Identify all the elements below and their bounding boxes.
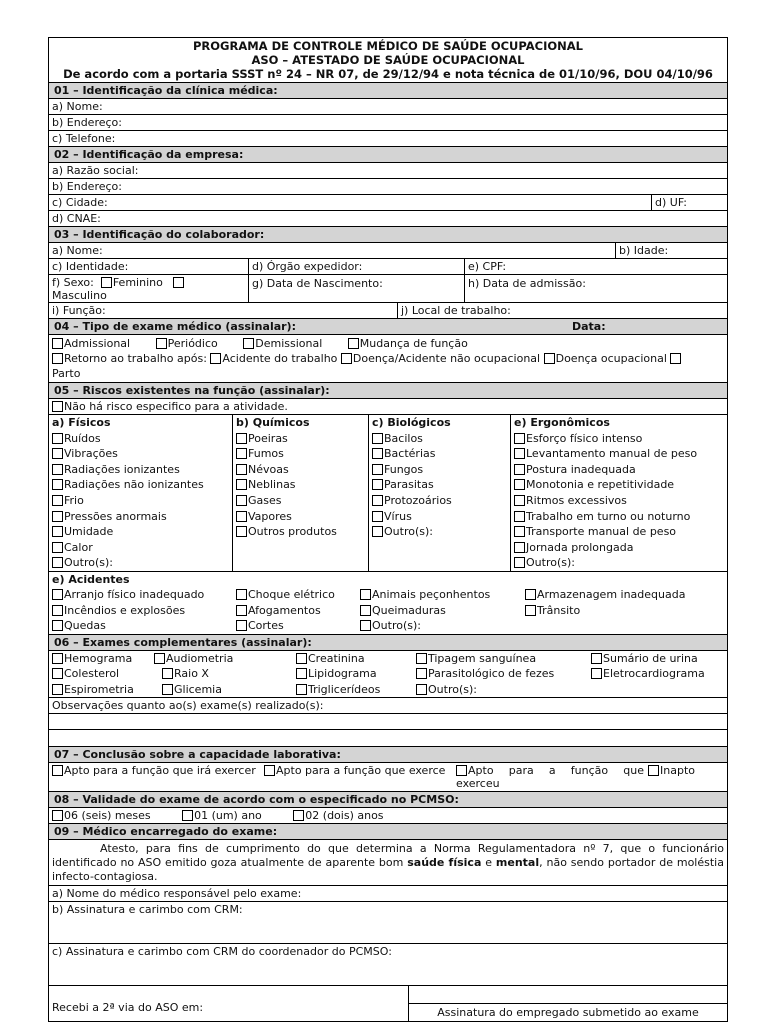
risk-checkbox[interactable] (514, 511, 525, 522)
accidents-col4 (525, 587, 724, 634)
risk-checkbox[interactable] (372, 479, 383, 490)
accident-checkbox[interactable] (360, 605, 371, 616)
doctor-name-field[interactable]: a) Nome do médico responsável pelo exame: (49, 885, 727, 901)
risk-checkbox[interactable] (372, 433, 383, 444)
risk-item (236, 493, 365, 509)
no-risk-checkbox[interactable] (52, 401, 63, 412)
risk-item (52, 462, 229, 478)
risk-item (514, 524, 724, 540)
risk-label: Gases (248, 493, 282, 507)
risk-checkbox[interactable] (52, 526, 63, 537)
risk-label: Radiações ionizantes (64, 462, 180, 476)
risk-label: Pressões anormais (64, 509, 167, 523)
risk-item (514, 462, 724, 478)
risk-checkbox[interactable] (372, 448, 383, 459)
physical-risks (49, 415, 232, 571)
fit-future-checkbox[interactable] (52, 765, 63, 776)
exam-checkbox[interactable] (416, 653, 427, 664)
risk-label: Fungos (384, 462, 424, 476)
exam-label: Lipidograma (308, 667, 377, 681)
accident-label: Queimaduras (372, 603, 446, 617)
workplace-field[interactable]: j) Local de trabalho: (397, 303, 727, 318)
validity-6m-label: 06 (seis) meses (64, 809, 151, 823)
biological-risks-title: c) Biológicos (372, 416, 451, 429)
non-occupational-label: Doença/Acidente não ocupacional (352, 352, 541, 365)
risk-checkbox[interactable] (372, 495, 383, 506)
sex-field (49, 275, 248, 302)
ergonomic-risks-title: e) Ergonômicos (514, 416, 610, 429)
attestation-part: Atesto, para fins de cumprimento do que determina a Norma Regulamentadora nº 7, que o funcionário identificado no ASO emitido goza atualmente de aparente bom (52, 842, 724, 870)
admissional-checkbox[interactable] (52, 338, 63, 349)
form-header (49, 38, 727, 82)
accident-checkbox[interactable] (236, 589, 247, 600)
risk-label: Outro(s): (64, 556, 113, 570)
exam-checkbox[interactable] (296, 653, 307, 664)
risk-checkbox[interactable] (372, 464, 383, 475)
physical-risks-title: a) Físicos (52, 416, 111, 429)
exam-label: Glicemia (174, 682, 222, 696)
clinic-address-field[interactable]: b) Endereço: (49, 114, 727, 130)
biological-risks (368, 415, 510, 571)
risk-label: Calor (64, 540, 93, 554)
employee-signature-label: Assinatura do empregado submetido ao exame (409, 1003, 727, 1021)
doctor-signature-field[interactable]: b) Assinatura e carimbo com CRM: (49, 901, 727, 943)
risk-item (372, 509, 507, 525)
return-label: Retorno ao trabalho após: (64, 352, 207, 365)
risk-label: Levantamento manual de peso (526, 447, 698, 461)
occupational-disease-label: Doença ocupacional (555, 352, 667, 365)
risk-label: Esforço físico intenso (526, 431, 643, 445)
exam-checkbox[interactable] (591, 653, 602, 664)
risk-label: Outro(s): (526, 556, 575, 570)
section-09-title: 09 – Médico encarregado do exame: (49, 823, 727, 839)
admissional-label: Admissional (64, 337, 131, 350)
risk-item (52, 509, 229, 525)
accident-label: Arranjo físico inadequado (64, 587, 205, 601)
risk-item (236, 462, 365, 478)
exam-label: Raio X (174, 667, 209, 681)
risk-checkbox[interactable] (236, 464, 247, 475)
section-01-title: 01 – Identificação da clínica médica: (49, 82, 727, 98)
accident-label: Armazenagem inadequada (537, 587, 686, 601)
accident-checkbox[interactable] (525, 589, 536, 600)
exam-checkbox[interactable] (416, 668, 427, 679)
risk-item (52, 524, 229, 540)
risk-label: Postura inadequada (526, 462, 636, 476)
exam-checkbox[interactable] (162, 684, 173, 695)
attestation-text (49, 839, 727, 885)
risk-label: Protozoários (384, 493, 452, 507)
risk-checkbox[interactable] (236, 448, 247, 459)
risk-checkbox[interactable] (514, 526, 525, 537)
unfit-label: Inapto (660, 764, 695, 778)
risk-label: Vírus (384, 509, 412, 523)
accident-checkbox[interactable] (236, 605, 247, 616)
risk-item (372, 431, 507, 447)
accident-label: Trânsito (537, 603, 581, 617)
aso-form (48, 37, 728, 1022)
risk-checkbox[interactable] (52, 557, 63, 568)
work-accident-label: Acidente do trabalho (222, 352, 338, 365)
risk-item (52, 431, 229, 447)
risk-checkbox[interactable] (236, 433, 247, 444)
section-03-title: 03 – Identificação do colaborador: (49, 226, 727, 242)
accident-checkbox[interactable] (52, 589, 63, 600)
risk-item (372, 493, 507, 509)
header-line3: De acordo com a portaria SSST nº 24 – NR 07, de 29/12/94 e nota técnica de 01/10/96, DOU 04/10/96 (63, 67, 713, 81)
accident-label: Afogamentos (248, 603, 321, 617)
risk-item (52, 540, 229, 556)
exam-label: Espirometria (64, 682, 134, 696)
accident-checkbox[interactable] (525, 605, 536, 616)
risk-checkbox[interactable] (236, 495, 247, 506)
female-checkbox[interactable] (101, 277, 112, 288)
occupational-disease-checkbox[interactable] (544, 353, 555, 364)
no-risk-label: Não há risco especifico para a atividade. (64, 400, 288, 413)
risk-label: Vapores (248, 509, 292, 523)
risk-item (514, 446, 724, 462)
exam-label: Audiometria (166, 651, 234, 665)
accident-checkbox[interactable] (360, 589, 371, 600)
employee-age-field[interactable]: b) Idade: (615, 243, 727, 258)
risk-item (236, 431, 365, 447)
section-08-title: 08 – Validade do exame de acordo com o especificado no PCMSO: (49, 791, 727, 807)
risk-checkbox[interactable] (514, 464, 525, 475)
risk-checkbox[interactable] (52, 479, 63, 490)
risk-item (514, 540, 724, 556)
risk-checkbox[interactable] (514, 448, 525, 459)
risk-item (52, 446, 229, 462)
job-function-field[interactable]: i) Função: (52, 304, 106, 317)
risk-label: Névoas (248, 462, 289, 476)
accident-label: Incêndios e explosões (64, 603, 186, 617)
exam-label: Triglicerídeos (308, 682, 381, 696)
risk-item (514, 509, 724, 525)
exam-label: Eletrocardiograma (603, 667, 705, 681)
risk-item (372, 524, 507, 540)
section-02-title: 02 – Identificação da empresa: (49, 146, 727, 162)
risk-label: Outros produtos (248, 525, 337, 539)
female-label: Feminino (112, 276, 163, 289)
risk-checkbox[interactable] (52, 542, 63, 553)
risk-checkbox[interactable] (514, 557, 525, 568)
admission-date-field[interactable]: h) Data de admissão: (464, 275, 727, 302)
risk-checkbox[interactable] (514, 542, 525, 553)
accident-label: Quedas (64, 619, 106, 633)
exam-checkbox[interactable] (52, 684, 63, 695)
employee-cpf-field[interactable]: e) CPF: (464, 259, 727, 274)
accidents-block (49, 571, 727, 634)
section-06-title: 06 – Exames complementares (assinalar): (49, 634, 727, 650)
exam-date-label: Data: (572, 320, 606, 333)
exam-label: Colesterol (64, 667, 120, 681)
attestation-part: , não sendo portador de moléstia infecto-contagiosa. (52, 856, 724, 884)
employee-name-field[interactable]: a) Nome: (52, 244, 103, 257)
accident-checkbox[interactable] (236, 620, 247, 631)
validity-1y-label: 01 (um) ano (194, 809, 262, 823)
company-address-field[interactable]: b) Endereço: (49, 178, 727, 194)
risk-checkbox[interactable] (372, 526, 383, 537)
childbirth-checkbox[interactable] (670, 353, 681, 364)
accident-label: Outro(s): (372, 619, 421, 633)
company-city-field[interactable]: c) Cidade: (52, 196, 108, 209)
risk-label: Bacilos (384, 431, 423, 445)
exam-observations-field[interactable]: Observações quanto ao(s) exame(s) realizado(s): (49, 697, 727, 713)
birthdate-field[interactable]: g) Data de Nascimento: (248, 275, 464, 302)
company-name-field[interactable]: a) Razão social: (49, 162, 727, 178)
risk-item (514, 493, 724, 509)
risk-label: Parasitas (384, 478, 434, 492)
risk-item (514, 477, 724, 493)
exam-checkbox[interactable] (52, 668, 63, 679)
fit-future-label: Apto para a função que irá exercer (64, 764, 256, 778)
risk-label: Ritmos excessivos (526, 493, 627, 507)
accident-label: Animais peçonhentos (372, 587, 491, 601)
exam-label: Hemograma (64, 651, 133, 665)
risk-label: Fumos (248, 447, 284, 461)
exam-checkbox[interactable] (52, 653, 63, 664)
issuing-agency-field[interactable]: d) Órgão expedidor: (248, 259, 464, 274)
function-change-checkbox[interactable] (348, 338, 359, 349)
risk-item (372, 462, 507, 478)
risk-label: Monotonia e repetitividade (526, 478, 675, 492)
attestation-bold: mental (495, 856, 540, 870)
risk-label: Neblinas (248, 478, 296, 492)
accidents-col1 (52, 587, 236, 634)
risk-label: Ruídos (64, 431, 101, 445)
employee-id-field[interactable]: c) Identidade: (52, 260, 129, 273)
risk-item (52, 477, 229, 493)
exam-label: Sumário de urina (603, 651, 698, 665)
risk-checkbox[interactable] (52, 433, 63, 444)
received-date-field[interactable]: Recebi a 2ª via do ASO em: (52, 1001, 204, 1015)
accidents-col3 (360, 587, 525, 634)
risk-label: Jornada prolongada (526, 540, 634, 554)
risk-item (52, 493, 229, 509)
chemical-risks (232, 415, 368, 571)
risk-checkbox[interactable] (514, 433, 525, 444)
risk-checkbox[interactable] (52, 495, 63, 506)
dismissal-checkbox[interactable] (243, 338, 254, 349)
risk-item (372, 446, 507, 462)
risk-label: Frio (64, 493, 84, 507)
risk-checkbox[interactable] (236, 511, 247, 522)
ergonomic-risks (510, 415, 727, 571)
periodic-checkbox[interactable] (156, 338, 167, 349)
risk-checkbox[interactable] (52, 464, 63, 475)
male-checkbox[interactable] (173, 277, 184, 288)
exam-checkbox[interactable] (154, 653, 165, 664)
observations-line[interactable] (49, 729, 727, 746)
accident-checkbox[interactable] (360, 620, 371, 631)
exam-checkbox[interactable] (296, 684, 307, 695)
male-label: Masculino (52, 289, 107, 302)
company-uf-field[interactable]: d) UF: (651, 195, 727, 210)
company-cnae-field[interactable]: d) CNAE: (49, 210, 727, 226)
clinic-phone-field[interactable]: c) Telefone: (49, 130, 727, 146)
risk-checkbox[interactable] (52, 511, 63, 522)
function-change-label: Mudança de função (359, 337, 468, 350)
unfit-checkbox[interactable] (648, 765, 659, 776)
risk-item (236, 477, 365, 493)
risk-item (514, 555, 724, 571)
section-05-title: 05 – Riscos existentes na função (assinalar): (49, 382, 727, 398)
accident-label: Choque elétrico (248, 587, 335, 601)
dismissal-label: Demissional (255, 337, 323, 350)
exam-checkbox[interactable] (416, 684, 427, 695)
employee-signature-area[interactable] (408, 986, 727, 1021)
risk-checkbox[interactable] (514, 479, 525, 490)
risk-checkbox[interactable] (52, 448, 63, 459)
sex-label: f) Sexo: (52, 276, 94, 289)
accident-checkbox[interactable] (52, 605, 63, 616)
work-accident-checkbox[interactable] (210, 353, 221, 364)
risk-item (236, 509, 365, 525)
exam-checkbox[interactable] (162, 668, 173, 679)
exam-checkbox[interactable] (591, 668, 602, 679)
attestation-part: e (481, 856, 496, 870)
risk-label: Transporte manual de peso (526, 525, 677, 539)
section-04-title: 04 – Tipo de exame médico (assinalar): (54, 320, 296, 333)
return-checkbox[interactable] (52, 353, 63, 364)
coordinator-signature-field[interactable]: c) Assinatura e carimbo com CRM do coordenador do PCMSO: (49, 943, 727, 985)
accident-checkbox[interactable] (52, 620, 63, 631)
chemical-risks-title: b) Químicos (236, 416, 310, 429)
risk-label: Bactérias (384, 447, 436, 461)
exam-label: Outro(s): (428, 682, 477, 696)
risk-item (236, 446, 365, 462)
validity-1y-checkbox[interactable] (182, 810, 193, 821)
exam-label: Parasitológico de fezes (428, 667, 555, 681)
section-07-title: 07 – Conclusão sobre a capacidade laborativa: (49, 746, 727, 762)
risk-label: Poeiras (248, 431, 288, 445)
risk-item (236, 524, 365, 540)
risk-item (372, 477, 507, 493)
validity-2y-checkbox[interactable] (293, 810, 304, 821)
risk-label: Outro(s): (384, 525, 433, 539)
periodic-label: Periódico (167, 337, 218, 350)
fit-past-label: Apto para a função que exerceu (456, 764, 644, 791)
complementary-exams (49, 650, 727, 698)
accident-label: Cortes (248, 619, 284, 633)
fit-current-checkbox[interactable] (264, 765, 275, 776)
risk-label: Vibrações (64, 447, 118, 461)
header-line1: PROGRAMA DE CONTROLE MÉDICO DE SAÚDE OCUPACIONAL (192, 39, 583, 53)
validity-6m-checkbox[interactable] (52, 810, 63, 821)
accidents-title: e) Acidentes (52, 572, 130, 586)
risk-label: Radiações não ionizantes (64, 478, 204, 492)
fit-current-label: Apto para a função que exerce (276, 764, 446, 778)
risk-checkbox[interactable] (514, 495, 525, 506)
clinic-name-field[interactable]: a) Nome: (49, 98, 727, 114)
risk-checkbox[interactable] (236, 526, 247, 537)
risk-item (52, 555, 229, 571)
risk-checkbox[interactable] (236, 479, 247, 490)
observations-line[interactable] (49, 713, 727, 729)
risk-item (514, 431, 724, 447)
validity-2y-label: 02 (dois) anos (305, 809, 384, 823)
attestation-bold: saúde física (407, 856, 482, 870)
exam-label: Tipagem sanguínea (428, 651, 537, 665)
exam-checkbox[interactable] (296, 668, 307, 679)
fit-past-checkbox[interactable] (456, 765, 467, 776)
exam-label: Creatinina (308, 651, 365, 665)
childbirth-label: Parto (52, 367, 81, 380)
non-occupational-checkbox[interactable] (341, 353, 352, 364)
risk-label: Trabalho em turno ou noturno (526, 509, 691, 523)
risk-label: Umidade (64, 525, 114, 539)
header-line2: ASO – ATESTADO DE SAÚDE OCUPACIONAL (251, 53, 525, 67)
risk-checkbox[interactable] (372, 511, 383, 522)
accidents-col2 (236, 587, 360, 634)
